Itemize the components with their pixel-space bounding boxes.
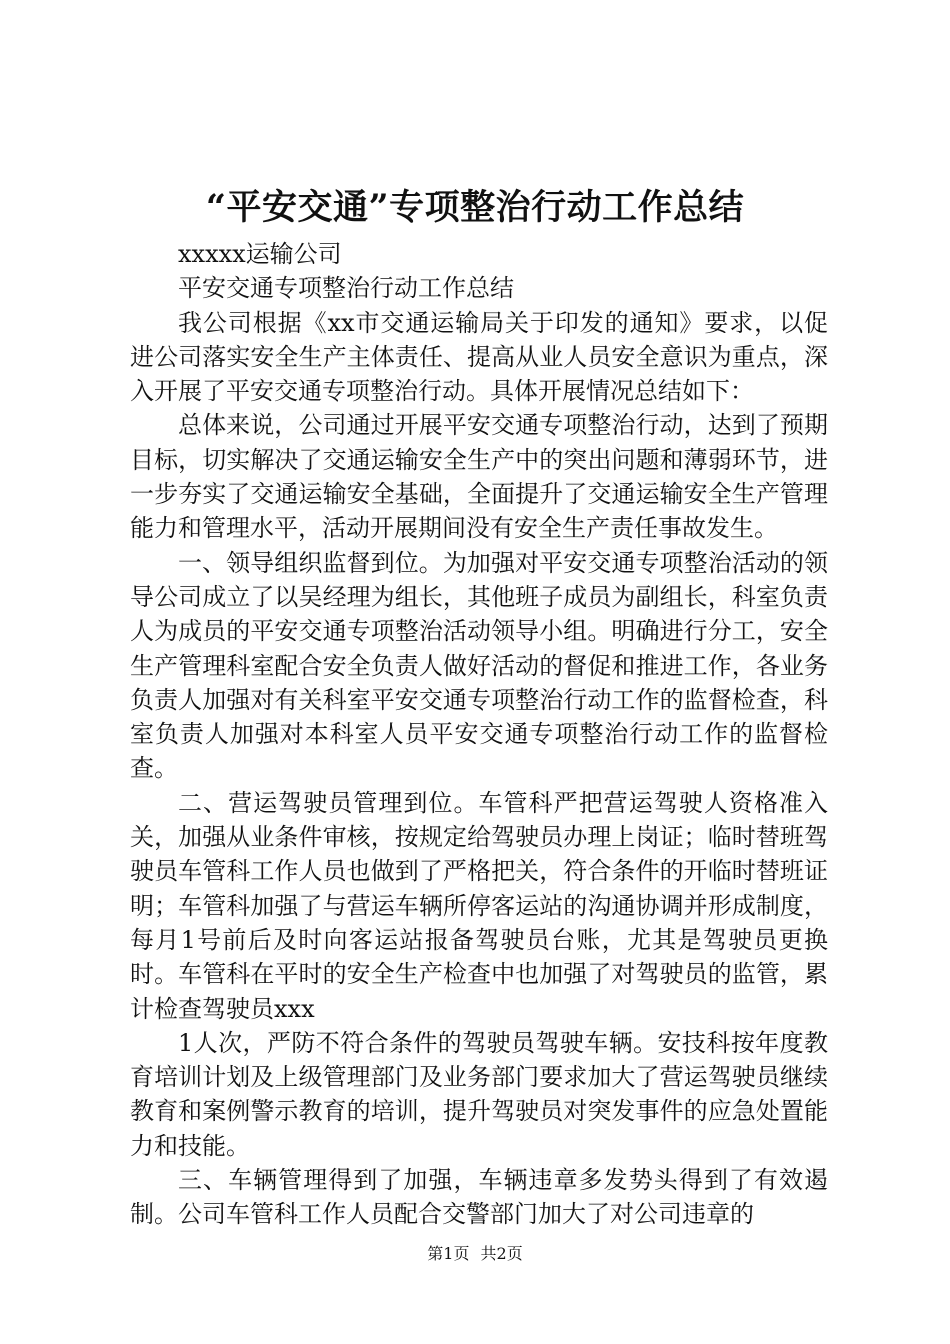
document-title: “平安交通”专项整治行动工作总结 (205, 187, 745, 228)
intro-paragraph: 我公司根据《xx市交通运输局关于印发的通知》要求，以促进公司落实安全生产主体责任、提高从业人员安全意识为重点，深入开展了平安交通专项整治行动。具体开展情况总结如下： (130, 308, 828, 406)
subtitle-line: 平安交通专项整治行动工作总结 (178, 274, 514, 303)
company-name-line: xxxxx运输公司 (178, 240, 342, 268)
summary-paragraph: 总体来说，公司通过开展平安交通专项整治行动，达到了预期目标，切实解决了交通运输安全生产中的突出问题和薄弱环节，进一步夯实了交通运输安全基础，全面提升了交通运输安全生产管理能力和管理水平，活动开展期间没有安全生产责任事故发生。 (130, 411, 828, 543)
page-number: 第1页 (427, 1244, 470, 1263)
document-body (130, 237, 828, 1232)
page-footer (0, 1244, 950, 1264)
section-two-continued-paragraph: 1人次，严防不符合条件的驾驶员驾驶车辆。安技科按年度教育培训计划及上级管理部门及业务部门要求加大了营运驾驶员继续教育和案例警示教育的培训，提升驾驶员对突发事件的应急处置能力和技能。 (130, 1028, 828, 1160)
section-one-paragraph: 一、领导组织监督到位。为加强对平安交通专项整治活动的领导公司成立了以吴经理为组长，其他班子成员为副组长，科室负责人为成员的平安交通专项整治活动领导小组。明确进行分工，安全生产管理科室配合安全负责人做好活动的督促和推进工作，各业务负责人加强对有关科室平安交通专项整治行动工作的监督检查，科室负责人加强对本科室人员平安交通专项整治行动工作的监督检查。 (130, 548, 828, 783)
total-pages: 共2页 (480, 1244, 523, 1263)
section-three-paragraph: 三、车辆管理得到了加强，车辆违章多发势头得到了有效遏制。公司车管科工作人员配合交警部门加大了对公司违章的 (130, 1166, 828, 1229)
section-two-paragraph: 二、营运驾驶员管理到位。车管科严把营运驾驶人资格准入关，加强从业条件审核，按规定给驾驶员办理上岗证；临时替班驾驶员车管科工作人员也做到了严格把关，符合条件的开临时替班证明；车管科加强了与营运车辆所停客运站的沟通协调并形成制度，每月1号前后及时向客运站报备驾驶员台账，尤其是驾驶员更换时。车管科在平时的安全生产检查中也加强了对驾驶员的监管，累计检查驾驶员xxx (130, 788, 828, 1023)
